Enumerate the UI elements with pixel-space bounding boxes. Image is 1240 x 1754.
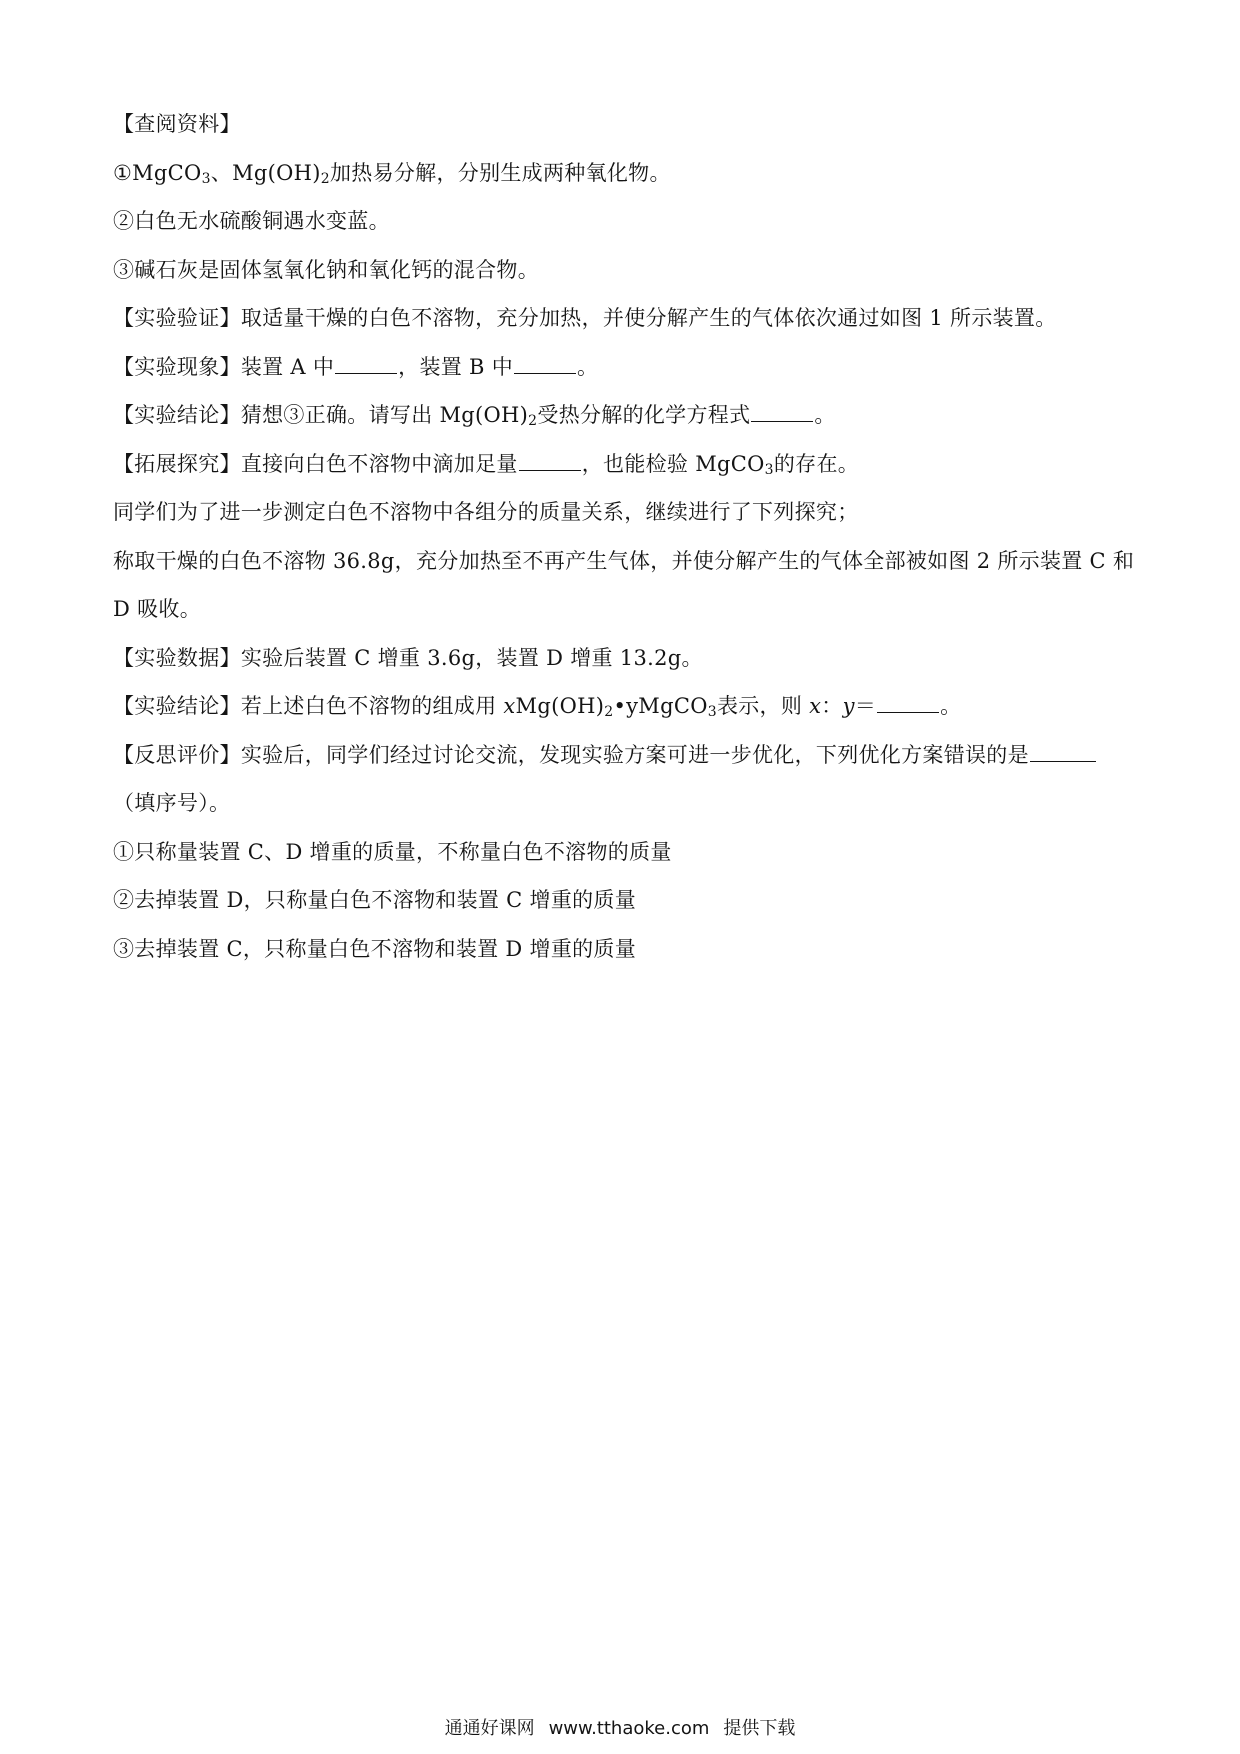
paragraph-2-line-1 — [113, 537, 1143, 586]
conclusion-2-heading: 【实验结论】 — [113, 694, 241, 718]
reflection-option-1-text: ①只称量装置 C、D 增重的质量，不称量白色不溶物的质量 — [113, 839, 672, 864]
extension-text-a: 直接向白色不溶物中滴加足量 — [240, 451, 518, 476]
extension-heading: 【拓展探究】 — [113, 451, 241, 476]
lookup-item-1 — [113, 149, 1143, 198]
lookup-heading-text: 【查阅资料】 — [113, 112, 241, 136]
answer-blank-reflection[interactable] — [1030, 743, 1096, 762]
page-footer — [0, 1717, 1240, 1741]
lookup-item-1-part-a: ①MgCO — [113, 160, 202, 185]
paragraph-1-text: 同学们为了进一步测定白色不溶物中各组分的质量关系，继续进行了下列探究； — [113, 500, 859, 524]
phenomenon-line — [113, 343, 1143, 392]
paragraph-2-line-1-text: 称取干燥的白色不溶物 36.8g，充分加热至不再产生气体，并使分解产生的气体全部被如图 2 所示装置 C 和 — [113, 548, 1135, 573]
reflection-option-3-text: ③去掉装置 C，只称量白色不溶物和装置 D 增重的质量 — [113, 936, 637, 961]
phenomenon-text-b: ，装置 B 中 — [398, 354, 514, 379]
data-heading: 【实验数据】 — [113, 645, 241, 670]
paragraph-2-line-2-text: D 吸收。 — [113, 597, 202, 621]
conclusion-2-text-b: Mg(OH) — [515, 694, 605, 718]
extension-text-c: 的存在。 — [773, 451, 860, 476]
reflection-line-2-text: （填序号）。 — [113, 791, 231, 815]
reflection-option-2 — [113, 876, 1143, 925]
lookup-item-2 — [113, 197, 1143, 246]
lookup-item-1-sub-2: 2 — [320, 170, 330, 187]
phenomenon-text-a: 装置 A 中 — [240, 354, 335, 379]
extension-text-b: ，也能检验 MgCO — [581, 451, 765, 476]
footer-suffix: 提供下载 — [723, 1718, 796, 1739]
conclusion-1-text-c: 。 — [814, 403, 836, 427]
reflection-option-2-text: ②去掉装置 D，只称量白色不溶物和装置 C 增重的质量 — [113, 888, 637, 912]
answer-blank-ratio[interactable] — [877, 694, 939, 713]
reflection-option-1 — [113, 828, 1143, 877]
reflection-text: 实验后，同学们经过讨论交流，发现实验方案可进一步优化，下列优化方案错误的是 — [240, 742, 1029, 767]
conclusion-2-var-x: x — [503, 694, 516, 718]
footer-url[interactable]: www.tthaoke.com — [548, 1718, 710, 1739]
conclusion-1-sub: 2 — [528, 413, 538, 429]
data-text: 实验后装置 C 增重 3.6g，装置 D 增重 13.2g。 — [240, 645, 703, 670]
data-line — [113, 634, 1143, 683]
verification-line — [113, 294, 1143, 343]
phenomenon-text-c: 。 — [577, 354, 599, 379]
reflection-line — [113, 731, 1143, 780]
paragraph-1 — [113, 488, 1143, 537]
conclusion-1-heading: 【实验结论】 — [113, 403, 241, 427]
conclusion-2-text-f: ＝ — [854, 694, 877, 718]
conclusion-2-text-c: •yMgCO — [613, 694, 708, 718]
conclusion-2-text-e: ： — [821, 694, 843, 718]
reflection-line-2 — [113, 779, 1143, 828]
conclusion-2-var-x2: x — [809, 694, 822, 718]
conclusion-2-text-a: 若上述白色不溶物的组成用 — [240, 694, 504, 718]
extension-sub: 3 — [764, 461, 774, 478]
lookup-item-1-sub-1: 3 — [201, 170, 211, 187]
conclusion-1-text-b: 受热分解的化学方程式 — [537, 403, 751, 427]
lookup-item-1-part-c: 加热易分解，分别生成两种氧化物。 — [329, 160, 671, 185]
conclusion-2-text-d: 表示，则 — [716, 694, 810, 718]
phenomenon-heading: 【实验现象】 — [113, 354, 241, 379]
answer-blank-equation[interactable] — [751, 403, 813, 422]
reflection-heading: 【反思评价】 — [113, 742, 241, 767]
lookup-item-2-text: ②白色无水硫酸铜遇水变蓝。 — [113, 209, 390, 233]
document-body — [113, 100, 1143, 973]
extension-line — [113, 440, 1143, 489]
lookup-item-1-part-b: 、Mg(OH) — [210, 160, 321, 185]
conclusion-1-text-a: 猜想③正确。请写出 Mg(OH) — [240, 403, 529, 427]
conclusion-2-sub-2: 3 — [707, 704, 717, 720]
conclusion-2-sub-1: 2 — [604, 704, 614, 720]
lookup-heading — [113, 100, 1143, 149]
lookup-item-3 — [113, 246, 1143, 295]
verification-text: 取适量干燥的白色不溶物，充分加热，并使分解产生的气体依次通过如图 1 所示装置。 — [240, 306, 1057, 330]
reflection-option-3 — [113, 925, 1143, 974]
conclusion-2-line — [113, 682, 1143, 731]
answer-blank-device-b[interactable] — [514, 355, 576, 374]
answer-blank-reagent[interactable] — [519, 452, 581, 471]
conclusion-2-text-g: 。 — [940, 694, 962, 718]
footer-site-name: 通通好课网 — [444, 1718, 535, 1739]
paragraph-2-line-2 — [113, 585, 1143, 634]
conclusion-1-line — [113, 391, 1143, 440]
lookup-item-3-text: ③碱石灰是固体氢氧化钠和氧化钙的混合物。 — [113, 257, 539, 282]
verification-heading: 【实验验证】 — [113, 306, 241, 330]
conclusion-2-var-y: y — [842, 694, 855, 718]
answer-blank-device-a[interactable] — [335, 355, 397, 374]
